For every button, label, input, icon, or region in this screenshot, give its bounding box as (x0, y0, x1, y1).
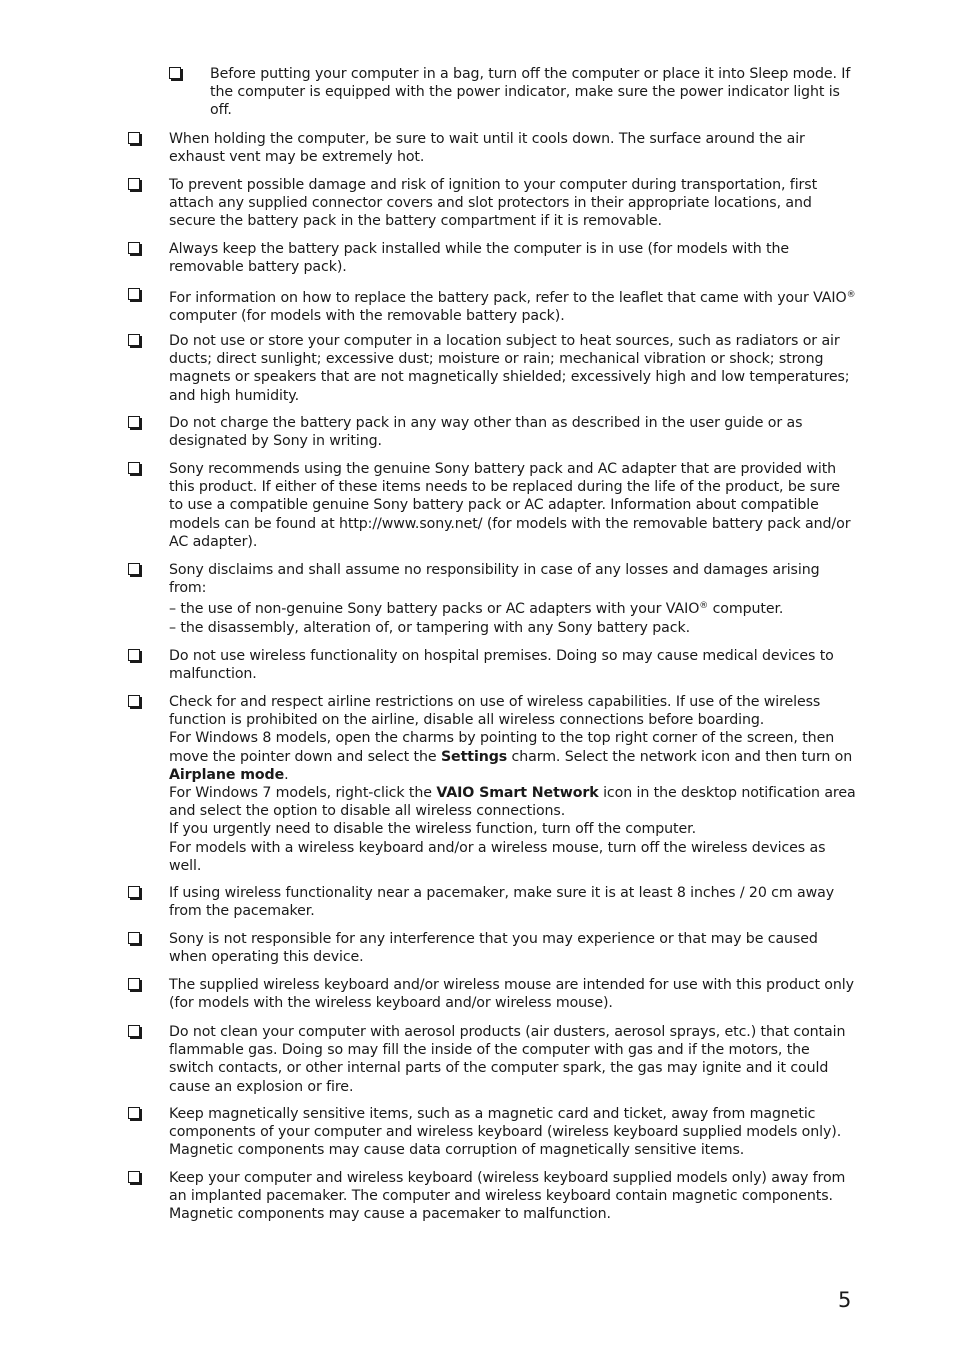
list-item-text: Do not clean your computer with aerosol products (air dusters, aerosol sprays, etc.) that contain flammable gas. Doing so may fill the inside of the computer with gas and if the motors, the switch contacts, or other internal parts of the computer spark, the gas may ignite and it could cause an explosion or fire. (169, 1024, 846, 1095)
checkbox-bullet-icon (128, 242, 140, 254)
list-item-text: Keep your computer and wireless keyboard (wireless keyboard supplied models only) away from an implanted pacemaker. The computer and wireless keyboard contain magnetic components. Magnetic components may cause a pacemaker to malfunction. (169, 1170, 846, 1223)
list-item (128, 176, 858, 231)
text-segment: charm. Select the network icon and then turn on (507, 748, 853, 765)
text-segment: computer (for models with the removable battery pack). (169, 308, 565, 325)
checkbox-bullet-icon (128, 288, 140, 300)
checkbox-bullet-icon (128, 563, 140, 575)
list-item-text: To prevent possible damage and risk of ignition to your computer during transportation, first attach any supplied connector covers and slot protectors in their appropriate locations, and secure the battery pack in the battery compartment if it is removable. (169, 177, 818, 230)
list-item-text (169, 561, 858, 637)
dash-subitem (169, 597, 858, 618)
text-segment: – the use of non-genuine Sony battery packs or AC adapters with your VAIO (169, 601, 700, 618)
list-item-paragraph: Check for and respect airline restrictions on use of wireless capabilities. If use of the wireless function is prohibited on the airline, disable all wireless connections before boarding. (169, 694, 821, 729)
list-item (128, 1105, 858, 1160)
page-number: 5 (838, 1288, 852, 1312)
checkbox-bullet-icon (128, 1107, 140, 1119)
list-item-text: Sony is not responsible for any interference that you may experience or that may be caused when operating this device. (169, 931, 818, 966)
list-item (128, 130, 858, 166)
registered-mark: ® (846, 290, 856, 300)
settings-charm-label: Settings (440, 748, 508, 765)
checkbox-bullet-icon (128, 695, 140, 707)
list-item (128, 693, 858, 875)
text-segment: computer. (708, 601, 784, 618)
list-item (128, 930, 858, 966)
checkbox-bullet-icon (128, 649, 140, 661)
list-item (128, 1169, 858, 1224)
checkbox-bullet-icon (128, 334, 140, 346)
airplane-mode-label: Airplane mode (169, 766, 285, 783)
text-segment: icon in the desktop notification area and select the option to disable all wireless connections. (169, 785, 856, 820)
list-item (128, 286, 858, 325)
checkbox-bullet-icon (128, 462, 140, 474)
list-item (128, 976, 858, 1012)
list-item (128, 414, 858, 450)
list-item-text: Sony recommends using the genuine Sony battery pack and AC adapter that are provided with this product. If either of these items needs to be replaced during the life of the product, be sure to use a compatible genuine Sony battery pack or AC adapter. Information about compatible models can be found at http://www.sony.net/ (for models with the removable battery pack and/or AC adapter). (169, 461, 851, 550)
list-item (128, 332, 858, 405)
vaio-smart-network-label: VAIO Smart Network (436, 785, 599, 802)
list-item (128, 1023, 858, 1096)
list-item-text: When holding the computer, be sure to wait until it cools down. The surface around the air exhaust vent may be extremely hot. (169, 131, 805, 166)
text-segment: For Windows 8 models, open the charms by pointing to the top right corner of the screen, then move the pointer down and select the (169, 730, 835, 765)
list-item-text: Keep magnetically sensitive items, such as a magnetic card and ticket, away from magnetic components of your computer and wireless keyboard (wireless keyboard supplied models only). Magnetic components may cause data corruption of magnetically sensitive items. (169, 1106, 842, 1159)
list-item-text: Do not use or store your computer in a location subject to heat sources, such as radiators or air ducts; direct sunlight; excessive dust; moisture or rain; mechanical vibration or shock; strong magnets or speakers that are not magnetically shielded; excessively high and low temperatures; and high humidity. (169, 333, 850, 404)
text-segment: For Windows 7 models, right-click the (169, 785, 437, 802)
list-item (128, 884, 858, 920)
checkbox-bullet-icon (128, 1171, 140, 1183)
list-item (128, 561, 858, 637)
list-item-paragraph: If you urgently need to disable the wireless function, turn off the computer. (169, 821, 696, 838)
list-item (169, 65, 858, 120)
list-item-text (169, 286, 858, 325)
list-item (128, 240, 858, 276)
checkbox-bullet-icon (169, 67, 181, 79)
list-item (128, 460, 858, 551)
list-item-paragraph: Sony disclaims and shall assume no responsibility in case of any losses and damages arising from: (169, 562, 820, 597)
list-item-text: If using wireless functionality near a pacemaker, make sure it is at least 8 inches / 20 cm away from the pacemaker. (169, 885, 834, 920)
list-item-paragraph (169, 784, 858, 820)
checkbox-bullet-icon (128, 1025, 140, 1037)
list-item-text: Always keep the battery pack installed while the computer is in use (for models with the removable battery pack). (169, 241, 790, 276)
checkbox-bullet-icon (128, 132, 140, 144)
checkbox-bullet-icon (128, 978, 140, 990)
list-item-text: Do not charge the battery pack in any way other than as described in the user guide or as designated by Sony in writing. (169, 415, 803, 450)
dash-subitem: – the disassembly, alteration of, or tampering with any Sony battery pack. (169, 619, 690, 636)
list-item (128, 647, 858, 683)
list-item-text (169, 693, 858, 875)
checkbox-bullet-icon (128, 886, 140, 898)
list-item-text: Before putting your computer in a bag, turn off the computer or place it into Sleep mode. If the computer is equipped with the power indicator, make sure the power indicator light is off. (210, 66, 851, 119)
registered-mark: ® (699, 601, 709, 612)
text-segment: For information on how to replace the battery pack, refer to the leaflet that came with your VAIO (169, 290, 847, 306)
list-item-paragraph: For models with a wireless keyboard and/or a wireless mouse, turn off the wireless devices as well. (169, 839, 826, 874)
list-item-text: The supplied wireless keyboard and/or wireless mouse are intended for use with this product only (for models with the wireless keyboard and/or wireless mouse). (169, 977, 854, 1012)
checkbox-bullet-icon (128, 932, 140, 944)
checkbox-bullet-icon (128, 178, 140, 190)
list-item-paragraph (169, 729, 858, 784)
checkbox-bullet-icon (128, 416, 140, 428)
text-segment: . (284, 766, 289, 783)
list-item-text: Do not use wireless functionality on hospital premises. Doing so may cause medical devices to malfunction. (169, 648, 834, 683)
